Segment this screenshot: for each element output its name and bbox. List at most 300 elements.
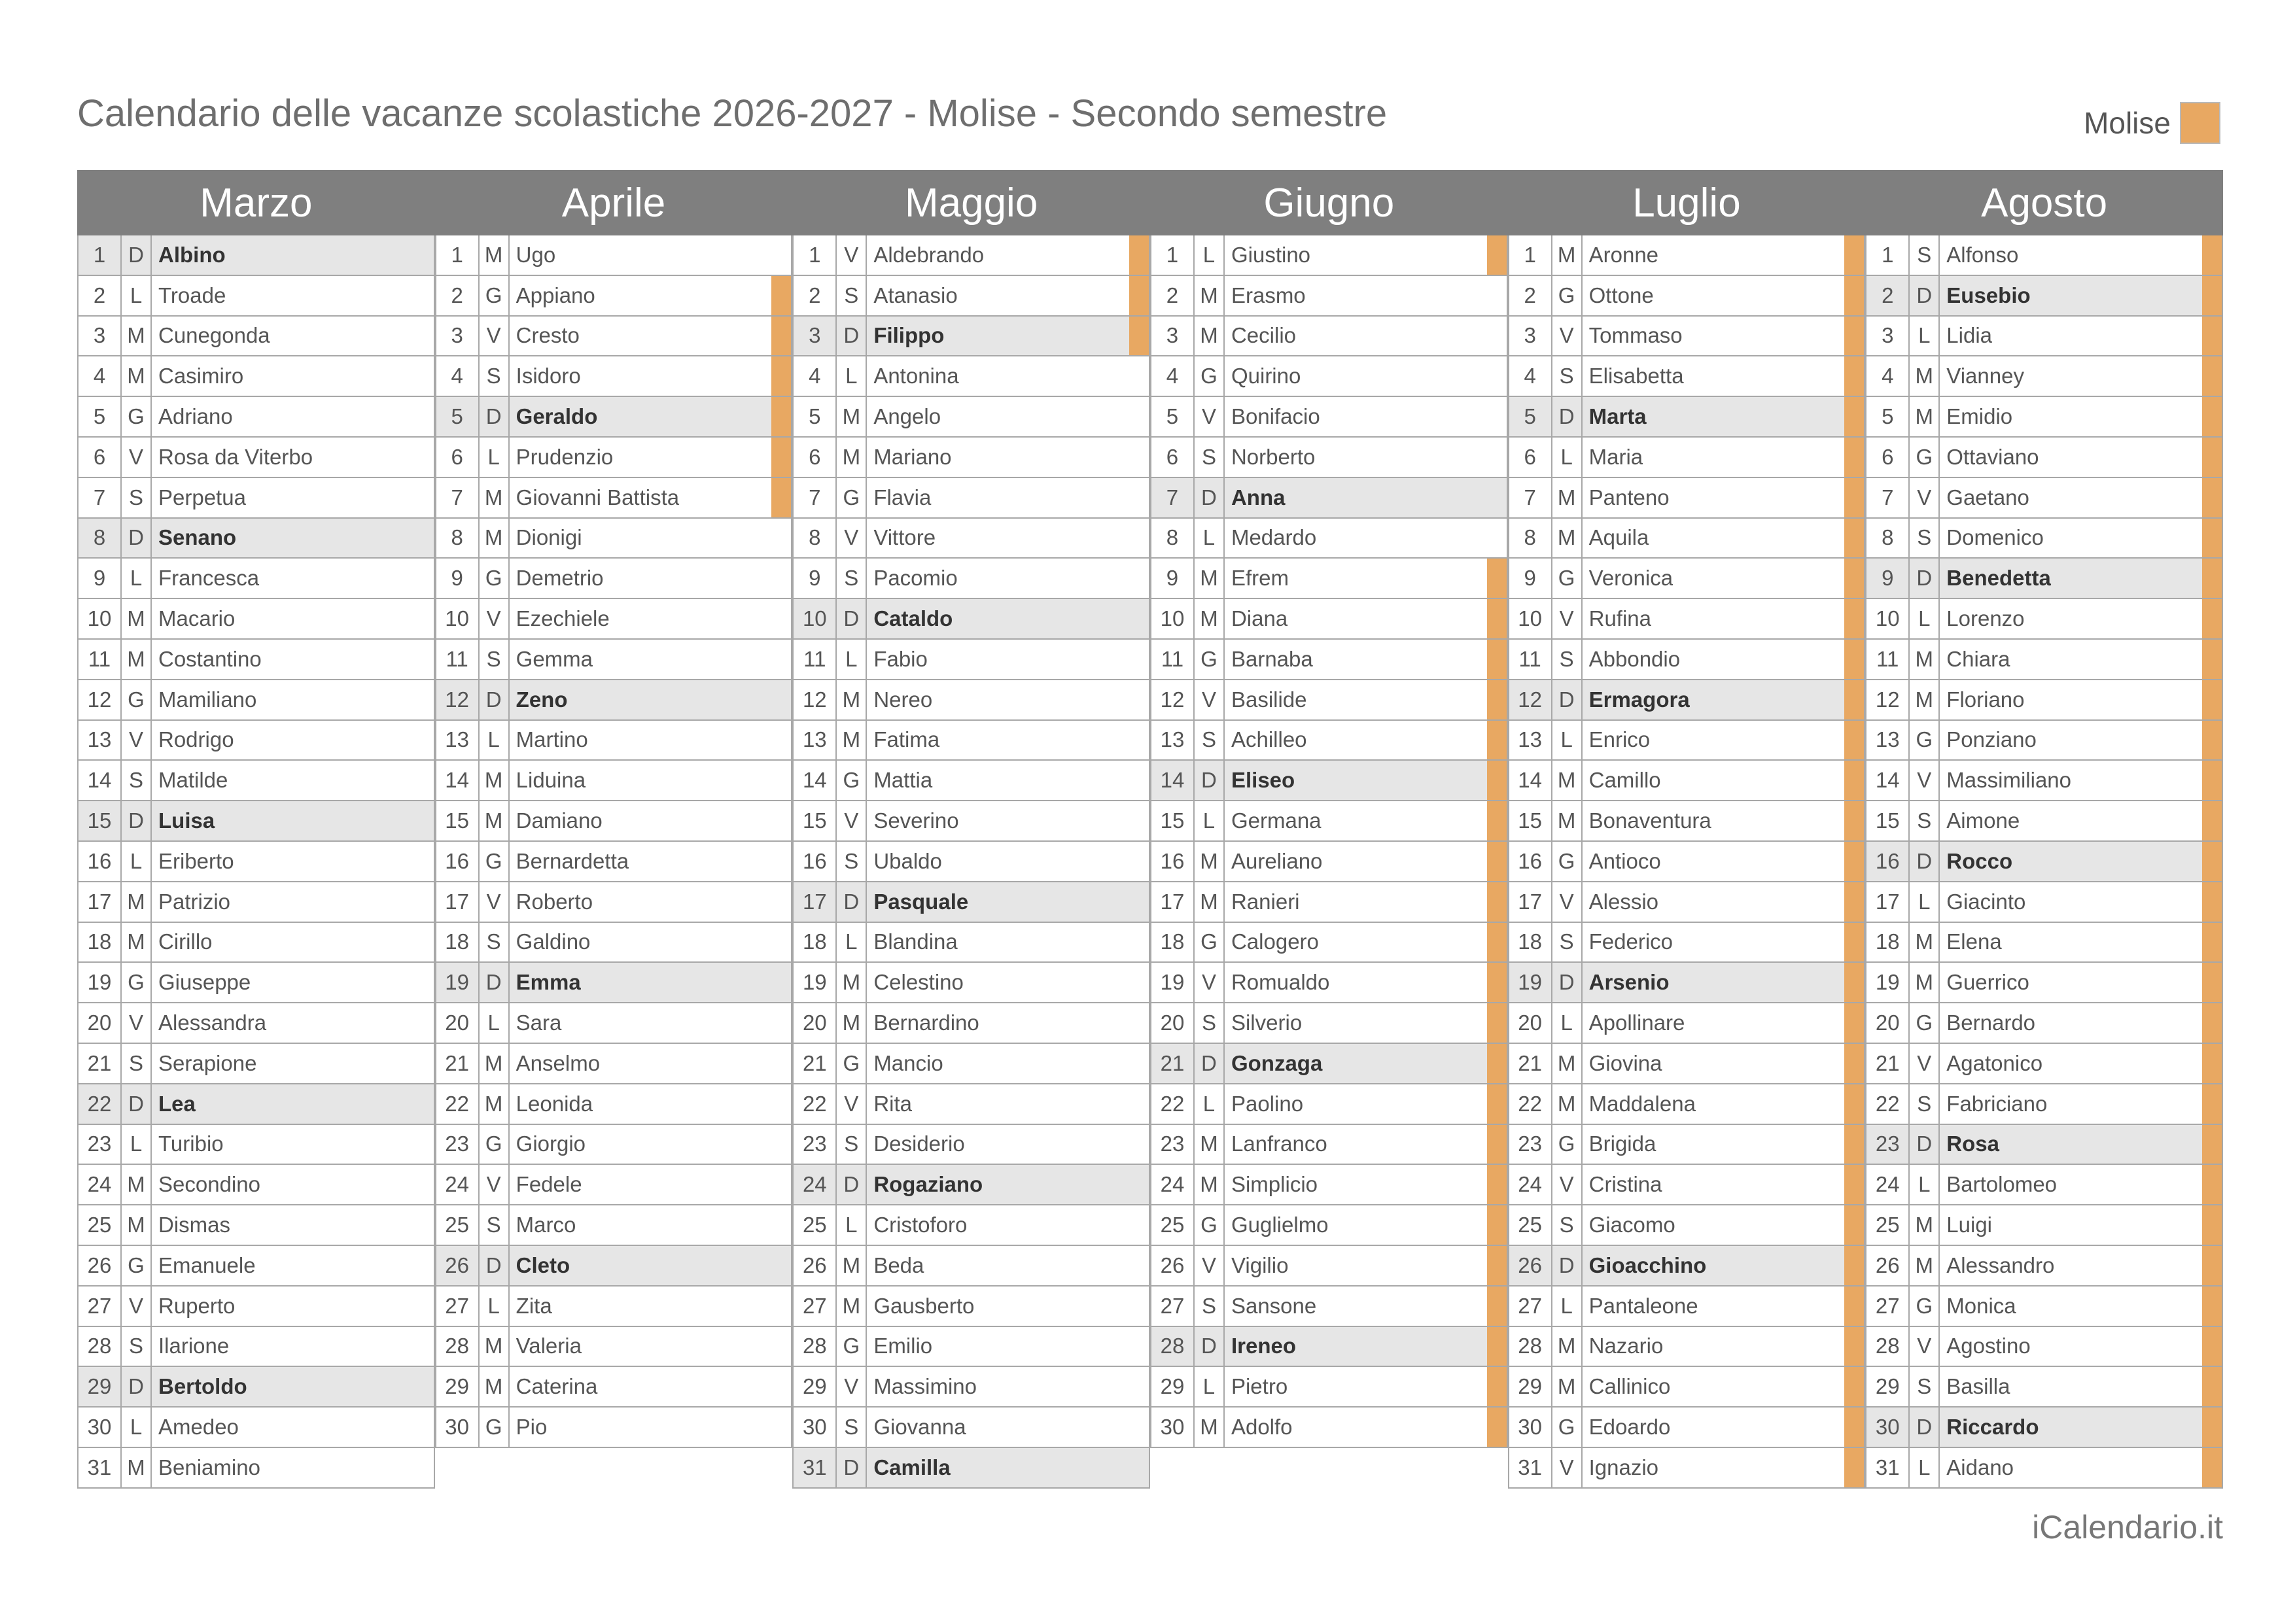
month-column — [77, 235, 435, 1489]
day-number: 29 — [1866, 1367, 1910, 1406]
holiday-marker — [414, 923, 434, 962]
day-number: 6 — [79, 438, 122, 477]
saint-name: Lidia — [1946, 323, 1993, 348]
day-number: 1 — [79, 235, 122, 275]
saint-name: Leonida — [516, 1091, 593, 1116]
weekday-letter: M — [1910, 923, 1940, 962]
weekday-letter: D — [1910, 559, 1940, 598]
day-row — [792, 1205, 1150, 1246]
day-number: 27 — [1509, 1287, 1552, 1326]
day-row — [1508, 1003, 1866, 1044]
weekday-letter: G — [837, 761, 867, 800]
day-row — [77, 276, 435, 317]
holiday-marker — [771, 1205, 791, 1245]
day-number: 23 — [79, 1125, 122, 1164]
holiday-marker — [771, 842, 791, 881]
weekday-letter: D — [1910, 276, 1940, 315]
saint-name: Giustino — [1231, 242, 1311, 267]
saint-name: Romualdo — [1231, 970, 1330, 995]
day-number: 29 — [794, 1367, 837, 1406]
day-number: 26 — [79, 1246, 122, 1285]
day-row — [435, 235, 793, 276]
saint-name: Perpetua — [158, 485, 246, 510]
day-number: 11 — [794, 640, 837, 679]
day-row — [1865, 963, 2223, 1003]
saint-name: Maddalena — [1588, 1091, 1696, 1116]
saint-name: Arsenio — [1588, 970, 1670, 995]
month-column — [1865, 235, 2223, 1489]
holiday-marker — [1129, 1448, 1149, 1487]
weekday-letter: M — [122, 1205, 152, 1245]
saint-name: Giovanna — [873, 1415, 966, 1439]
day-row — [435, 1327, 793, 1368]
day-number: 12 — [1151, 680, 1195, 719]
day-row — [1865, 842, 2223, 882]
weekday-letter: L — [480, 721, 510, 760]
day-row — [1150, 680, 1508, 721]
saint-name: Prudenzio — [516, 444, 614, 469]
weekday-letter: G — [1195, 1205, 1225, 1245]
weekday-letter: M — [1910, 680, 1940, 719]
holiday-marker — [1487, 1084, 1507, 1124]
day-number: 14 — [794, 761, 837, 800]
day-number: 11 — [1866, 640, 1910, 679]
day-row — [435, 963, 793, 1003]
day-number: 20 — [79, 1003, 122, 1043]
day-number: 6 — [794, 438, 837, 477]
day-number: 27 — [1866, 1287, 1910, 1326]
day-row — [1508, 1246, 1866, 1287]
day-row — [1508, 397, 1866, 438]
day-number: 17 — [79, 882, 122, 922]
saint-name: Camilla — [873, 1455, 951, 1479]
holiday-marker — [2202, 1287, 2222, 1326]
holiday-marker — [771, 559, 791, 598]
day-row — [792, 235, 1150, 276]
day-row — [1150, 438, 1508, 478]
weekday-letter: G — [480, 842, 510, 881]
weekday-letter: V — [1195, 1246, 1225, 1285]
weekday-letter: D — [837, 1448, 867, 1487]
saint-name: Cristina — [1588, 1172, 1662, 1197]
day-row — [435, 1287, 793, 1327]
day-number: 16 — [436, 842, 480, 881]
day-row — [77, 923, 435, 963]
day-row — [1508, 1408, 1866, 1448]
day-row — [435, 761, 793, 801]
weekday-letter: M — [1552, 235, 1583, 275]
saint-name: Ignazio — [1588, 1455, 1659, 1479]
month-column — [1508, 235, 1866, 1489]
weekday-letter: M — [1195, 559, 1225, 598]
holiday-marker — [1844, 1367, 1864, 1406]
day-number: 13 — [79, 721, 122, 760]
weekday-letter: V — [837, 235, 867, 275]
weekday-letter: D — [122, 801, 152, 840]
weekday-letter: S — [837, 1408, 867, 1447]
weekday-letter: S — [480, 640, 510, 679]
day-number: 9 — [436, 559, 480, 598]
weekday-letter: V — [480, 599, 510, 638]
day-number: 29 — [1151, 1367, 1195, 1406]
saint-name: Ruperto — [158, 1293, 236, 1318]
day-row — [1865, 923, 2223, 963]
holiday-marker — [414, 1246, 434, 1285]
weekday-letter: L — [1195, 235, 1225, 275]
day-number: 30 — [1866, 1408, 1910, 1447]
day-number: 4 — [1509, 356, 1552, 396]
saint-name: Atanasio — [873, 283, 958, 307]
day-number: 23 — [1509, 1125, 1552, 1164]
saint-name: Pacomio — [873, 566, 958, 591]
holiday-marker — [771, 397, 791, 436]
saint-name: Dionigi — [516, 525, 582, 550]
holiday-marker — [414, 438, 434, 477]
day-number: 21 — [1151, 1044, 1195, 1083]
holiday-marker — [1844, 1205, 1864, 1245]
weekday-letter: L — [1552, 1003, 1583, 1043]
day-row — [1150, 640, 1508, 680]
holiday-marker — [2202, 1246, 2222, 1285]
holiday-marker — [771, 599, 791, 638]
day-number: 17 — [1151, 882, 1195, 922]
saint-name: Achilleo — [1231, 727, 1307, 752]
day-number: 6 — [1866, 438, 1910, 477]
day-number: 25 — [1151, 1205, 1195, 1245]
day-number: 5 — [1151, 397, 1195, 436]
saint-name: Mariano — [873, 444, 952, 469]
weekday-letter: M — [1910, 397, 1940, 436]
saint-name: Alessandra — [158, 1011, 267, 1035]
day-number: 28 — [794, 1327, 837, 1366]
weekday-letter: M — [1195, 1165, 1225, 1204]
day-row — [1150, 1084, 1508, 1125]
holiday-marker — [1129, 1408, 1149, 1447]
weekday-letter: D — [480, 397, 510, 436]
holiday-marker — [1129, 1044, 1149, 1083]
day-number: 17 — [436, 882, 480, 922]
day-number: 10 — [1509, 599, 1552, 638]
day-number: 11 — [436, 640, 480, 679]
weekday-letter: L — [1910, 599, 1940, 638]
day-row — [435, 842, 793, 882]
holiday-marker — [771, 1327, 791, 1366]
day-number: 27 — [436, 1287, 480, 1326]
saint-name: Adolfo — [1231, 1415, 1293, 1439]
holiday-marker — [1844, 1408, 1864, 1447]
day-row — [1508, 1287, 1866, 1327]
weekday-letter: L — [122, 1125, 152, 1164]
holiday-marker — [1129, 317, 1149, 356]
day-number: 26 — [1509, 1246, 1552, 1285]
saint-name: Celestino — [873, 970, 964, 995]
holiday-marker — [2202, 1044, 2222, 1083]
weekday-letter: D — [122, 519, 152, 558]
day-number: 15 — [1866, 801, 1910, 840]
day-row — [435, 276, 793, 317]
day-number: 22 — [1151, 1084, 1195, 1124]
saint-name: Patrizio — [158, 889, 231, 914]
weekday-letter: M — [1552, 801, 1583, 840]
weekday-letter: G — [1910, 1003, 1940, 1043]
day-number: 2 — [1509, 276, 1552, 315]
weekday-letter: G — [480, 276, 510, 315]
day-number: 3 — [1509, 317, 1552, 356]
day-number: 28 — [79, 1327, 122, 1366]
day-row — [1865, 640, 2223, 680]
holiday-marker — [414, 519, 434, 558]
holiday-marker — [1487, 356, 1507, 396]
weekday-letter: V — [1552, 1448, 1583, 1487]
day-number: 24 — [79, 1165, 122, 1204]
holiday-marker — [2202, 963, 2222, 1002]
holiday-marker — [2202, 680, 2222, 719]
holiday-marker — [2202, 559, 2222, 598]
day-row — [1508, 317, 1866, 357]
saint-name: Cristoforo — [873, 1213, 968, 1237]
saint-name: Ottaviano — [1946, 444, 2039, 469]
holiday-marker — [1129, 1165, 1149, 1204]
holiday-marker — [1129, 1367, 1149, 1406]
saint-name: Nazario — [1588, 1334, 1664, 1358]
day-row — [1508, 801, 1866, 842]
holiday-marker — [1844, 1246, 1864, 1285]
saint-name: Luisa — [158, 808, 215, 833]
saint-name: Martino — [516, 727, 588, 752]
holiday-marker — [2202, 397, 2222, 436]
day-row — [1865, 1246, 2223, 1287]
saint-name: Ubaldo — [873, 848, 942, 873]
holiday-marker — [1129, 923, 1149, 962]
day-number: 26 — [1866, 1246, 1910, 1285]
saint-name: Emanuele — [158, 1253, 256, 1277]
holiday-marker — [1129, 1084, 1149, 1124]
holiday-marker — [2202, 478, 2222, 517]
day-row — [435, 640, 793, 680]
day-number: 8 — [436, 519, 480, 558]
weekday-letter: V — [122, 438, 152, 477]
weekday-letter: S — [837, 1125, 867, 1164]
day-number: 11 — [1509, 640, 1552, 679]
day-number: 18 — [436, 923, 480, 962]
weekday-letter: V — [480, 317, 510, 356]
saint-name: Marco — [516, 1213, 576, 1237]
saint-name: Antonina — [873, 364, 959, 389]
saint-name: Guglielmo — [1231, 1213, 1329, 1237]
day-row — [792, 1125, 1150, 1166]
holiday-marker — [414, 963, 434, 1002]
day-number: 10 — [436, 599, 480, 638]
day-number: 13 — [1866, 721, 1910, 760]
day-row — [77, 1003, 435, 1044]
weekday-letter: L — [1195, 1084, 1225, 1124]
day-number: 19 — [79, 963, 122, 1002]
day-number: 7 — [1151, 478, 1195, 517]
weekday-letter: G — [1195, 640, 1225, 679]
day-row — [1865, 1367, 2223, 1408]
day-row — [1865, 1408, 2223, 1448]
weekday-letter: M — [837, 680, 867, 719]
holiday-marker — [1487, 882, 1507, 922]
weekday-letter: G — [837, 478, 867, 517]
day-number: 13 — [794, 721, 837, 760]
day-number: 25 — [794, 1205, 837, 1245]
saint-name: Serapione — [158, 1050, 257, 1075]
month-column — [435, 235, 793, 1448]
holiday-marker — [1844, 1165, 1864, 1204]
holiday-marker — [414, 721, 434, 760]
weekday-letter: M — [1552, 1084, 1583, 1124]
day-number: 25 — [1509, 1205, 1552, 1245]
day-number: 22 — [1509, 1084, 1552, 1124]
weekday-letter: L — [1552, 438, 1583, 477]
weekday-letter: M — [1552, 1367, 1583, 1406]
day-row — [1508, 963, 1866, 1003]
day-number: 12 — [1509, 680, 1552, 719]
day-number: 19 — [794, 963, 837, 1002]
holiday-marker — [1487, 1165, 1507, 1204]
day-row — [1865, 599, 2223, 640]
day-row — [792, 1246, 1150, 1287]
saint-name: Geraldo — [516, 404, 598, 429]
saint-name: Calogero — [1231, 929, 1319, 954]
weekday-letter: M — [837, 721, 867, 760]
saint-name: Blandina — [873, 929, 958, 954]
saint-name: Chiara — [1946, 646, 2010, 671]
weekday-letter: S — [837, 276, 867, 315]
weekday-letter: M — [1195, 317, 1225, 356]
day-row — [1150, 842, 1508, 882]
holiday-marker — [1129, 801, 1149, 840]
saint-name: Cecilio — [1231, 323, 1297, 348]
saint-name: Eliseo — [1231, 768, 1295, 793]
weekday-letter: L — [122, 559, 152, 598]
day-row — [1508, 1205, 1866, 1246]
holiday-marker — [1487, 235, 1507, 275]
day-number: 6 — [1151, 438, 1195, 477]
day-row — [1865, 235, 2223, 276]
day-row — [792, 356, 1150, 397]
month-column — [792, 235, 1150, 1489]
day-number: 20 — [1509, 1003, 1552, 1043]
day-number: 28 — [1151, 1327, 1195, 1366]
holiday-marker — [1844, 356, 1864, 396]
day-row — [1150, 397, 1508, 438]
day-number: 29 — [1509, 1367, 1552, 1406]
day-number: 14 — [436, 761, 480, 800]
holiday-marker — [1129, 1327, 1149, 1366]
day-row — [1150, 1165, 1508, 1205]
holiday-marker — [2202, 317, 2222, 356]
weekday-letter: D — [480, 1246, 510, 1285]
day-row — [1508, 478, 1866, 519]
holiday-marker — [2202, 923, 2222, 962]
holiday-marker — [1487, 1408, 1507, 1447]
day-number: 21 — [794, 1044, 837, 1083]
saint-name: Flavia — [873, 485, 932, 510]
day-row — [1865, 1287, 2223, 1327]
day-row — [1150, 1408, 1508, 1448]
day-number: 3 — [1151, 317, 1195, 356]
day-row — [435, 680, 793, 721]
day-number: 7 — [794, 478, 837, 517]
holiday-marker — [414, 599, 434, 638]
day-number: 22 — [1866, 1084, 1910, 1124]
saint-name: Zeno — [516, 687, 568, 712]
holiday-marker — [1487, 438, 1507, 477]
day-number: 26 — [794, 1246, 837, 1285]
month-header: Giugno — [1263, 180, 1395, 226]
day-number: 15 — [1509, 801, 1552, 840]
day-row — [1508, 721, 1866, 761]
saint-name: Basilla — [1946, 1374, 2010, 1399]
day-number: 9 — [1866, 559, 1910, 598]
holiday-marker — [414, 1165, 434, 1204]
day-number: 31 — [79, 1448, 122, 1487]
weekday-letter: M — [1195, 276, 1225, 315]
holiday-marker — [414, 235, 434, 275]
saint-name: Fedele — [516, 1172, 582, 1197]
weekday-letter: M — [480, 1044, 510, 1083]
saint-name: Efrem — [1231, 566, 1289, 591]
day-row — [792, 599, 1150, 640]
day-number: 23 — [1866, 1125, 1910, 1164]
weekday-letter: D — [1195, 761, 1225, 800]
day-row — [792, 923, 1150, 963]
day-row — [1508, 640, 1866, 680]
holiday-marker — [2202, 276, 2222, 315]
day-number: 21 — [1509, 1044, 1552, 1083]
saint-name: Lea — [158, 1091, 196, 1116]
weekday-letter: D — [837, 1165, 867, 1204]
day-number: 28 — [1866, 1327, 1910, 1366]
weekday-letter: M — [1552, 1327, 1583, 1366]
weekday-letter: S — [1195, 721, 1225, 760]
day-number: 26 — [436, 1246, 480, 1285]
day-number: 31 — [794, 1448, 837, 1487]
weekday-letter: G — [1910, 438, 1940, 477]
day-number: 2 — [1866, 276, 1910, 315]
day-row — [435, 1246, 793, 1287]
saint-name: Silverio — [1231, 1011, 1303, 1035]
day-row — [77, 761, 435, 801]
holiday-marker — [1129, 1246, 1149, 1285]
holiday-marker — [771, 1246, 791, 1285]
day-number: 25 — [436, 1205, 480, 1245]
day-row — [1150, 519, 1508, 559]
holiday-marker — [771, 1165, 791, 1204]
weekday-letter: S — [1552, 356, 1583, 396]
holiday-marker — [1487, 1044, 1507, 1083]
weekday-letter: M — [122, 1165, 152, 1204]
day-number: 16 — [1509, 842, 1552, 881]
day-number: 27 — [1151, 1287, 1195, 1326]
weekday-letter: D — [122, 1084, 152, 1124]
day-number: 8 — [1509, 519, 1552, 558]
saint-name: Gaetano — [1946, 485, 2029, 510]
day-number: 2 — [436, 276, 480, 315]
saint-name: Medardo — [1231, 525, 1317, 550]
saint-name: Agostino — [1946, 1334, 2031, 1358]
holiday-marker — [414, 276, 434, 315]
holiday-marker — [1844, 1327, 1864, 1366]
day-number: 21 — [436, 1044, 480, 1083]
holiday-marker — [1844, 1003, 1864, 1043]
saint-name: Eusebio — [1946, 283, 2031, 307]
weekday-letter: G — [1195, 923, 1225, 962]
day-number: 1 — [1151, 235, 1195, 275]
saint-name: Bonifacio — [1231, 404, 1320, 429]
